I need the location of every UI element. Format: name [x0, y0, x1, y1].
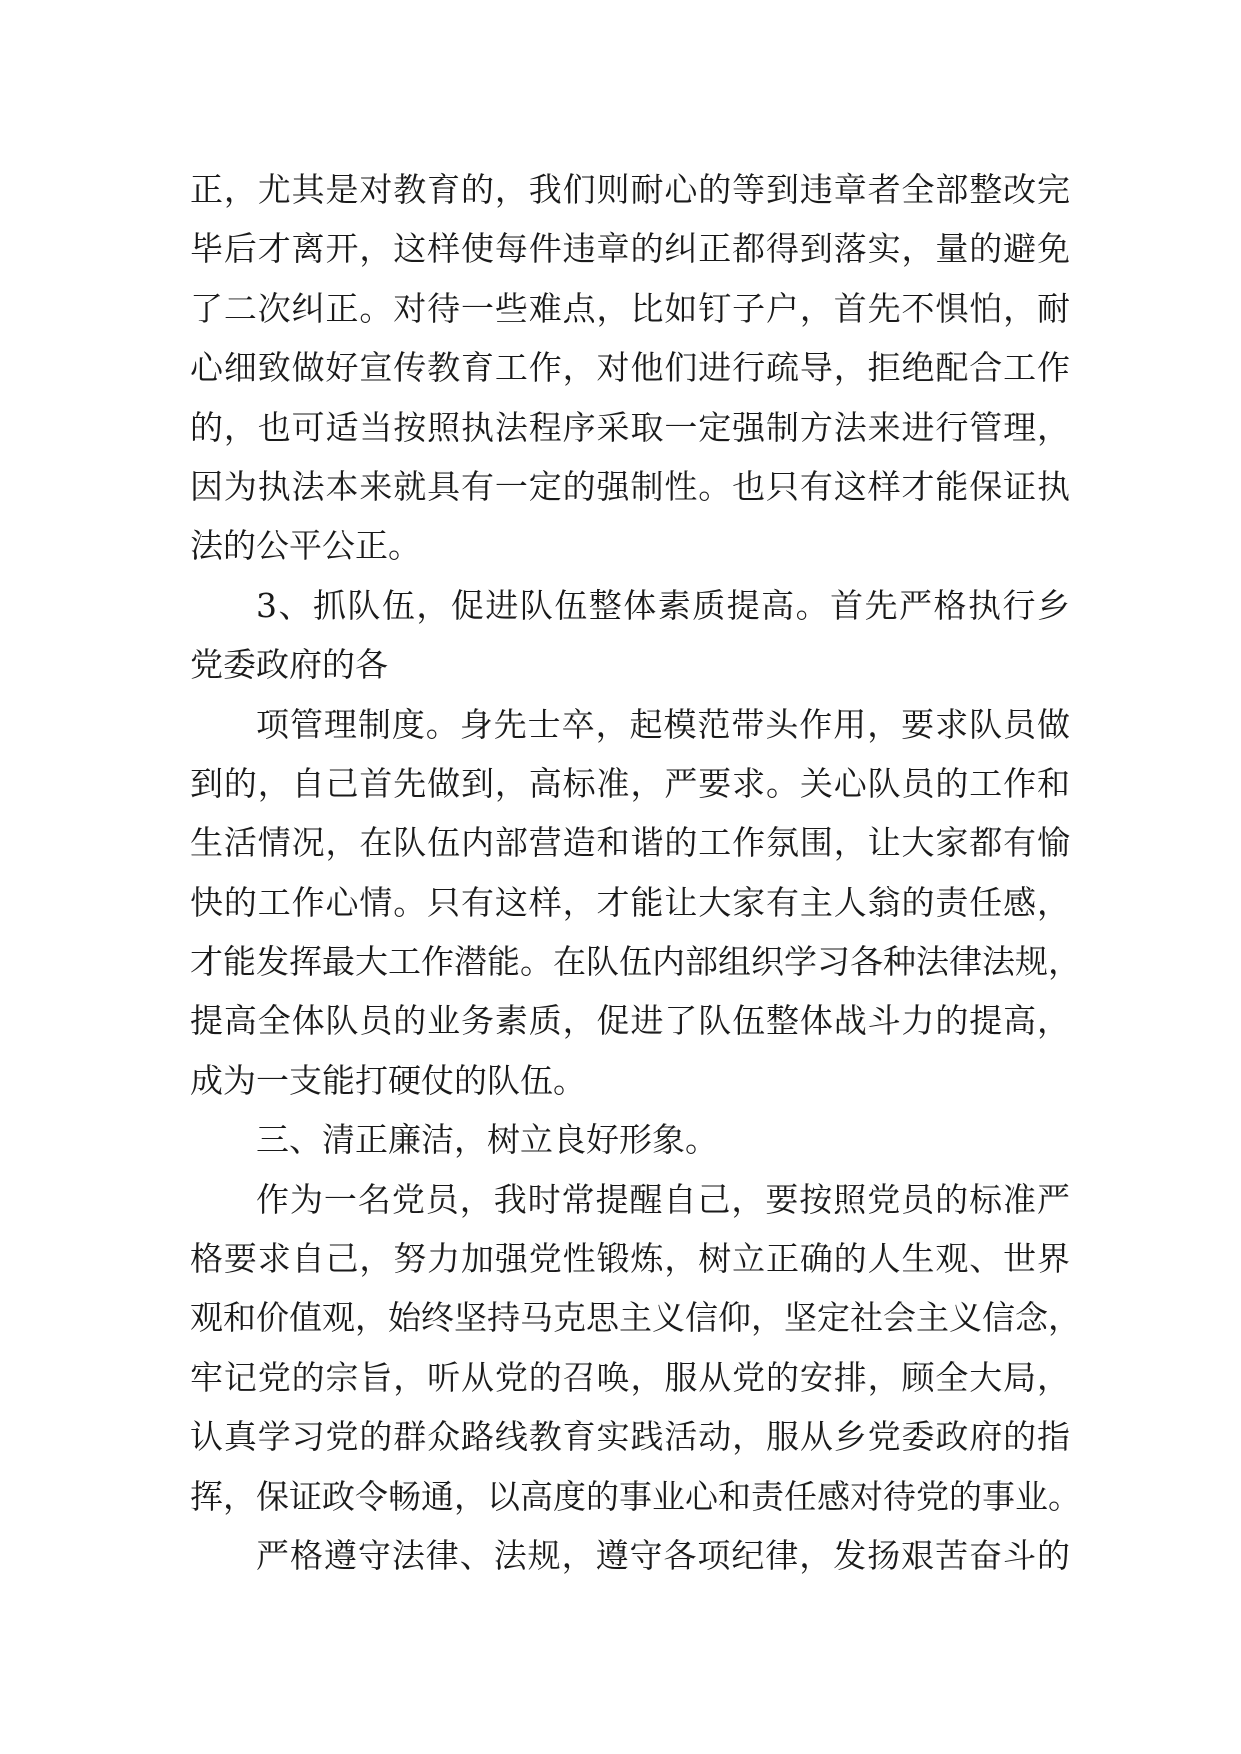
text-line: 严格遵守法律、法规，遵守各项纪律，发扬艰苦奋斗的 — [256, 1535, 1070, 1575]
text-line: 到的，自己首先做到，高标准，严要求。关心队员的工作和 — [190, 763, 1070, 803]
text-line: 法的公平公正。 — [190, 526, 421, 566]
text-line: 认真学习党的群众路线教育实践活动，服从乡党委政府的指 — [190, 1417, 1070, 1457]
text-line: 快的工作心情。只有这样，才能让大家有主人翁的责任感， — [190, 882, 1070, 922]
text-line: 党委政府的各 — [190, 645, 388, 685]
text-line: 提高全体队员的业务素质，促进了队伍整体战斗力的提高， — [190, 1001, 1070, 1041]
text-line: 格要求自己，努力加强党性锻炼，树立正确的人生观、世界 — [190, 1239, 1070, 1279]
text-line: 因为执法本来就具有一定的强制性。也只有这样才能保证执 — [190, 466, 1070, 506]
text-line: 的，也可适当按照执法程序采取一定强制方法来进行管理， — [190, 407, 1070, 447]
text-line: 3、抓队伍，促进队伍整体素质提高。首先严格执行乡 — [256, 585, 1070, 625]
text-line: 毕后才离开，这样使每件违章的纠正都得到落实，量的避免 — [190, 229, 1070, 269]
text-line: 正，尤其是对教育的，我们则耐心的等到违章者全部整改完 — [190, 170, 1070, 209]
text-line: 才能发挥最大工作潜能。在队伍内部组织学习各种法律法规， — [190, 942, 1081, 982]
text-line: 了二次纠正。对待一些难点，比如钉子户，首先不惧怕，耐 — [190, 288, 1070, 328]
text-line: 心细致做好宣传教育工作，对他们进行疏导，拒绝配合工作 — [190, 348, 1070, 388]
text-line: 生活情况，在队伍内部营造和谐的工作氛围，让大家都有愉 — [190, 823, 1070, 863]
text-line: 作为一名党员，我时常提醒自己，要按照党员的标准严 — [256, 1179, 1070, 1219]
text-line: 牢记党的宗旨，听从党的召唤，服从党的安排，顾全大局， — [190, 1357, 1070, 1397]
text-line: 三、清正廉洁，树立良好形象。 — [256, 1120, 718, 1160]
text-line: 观和价值观，始终坚持马克思主义信仰，坚定社会主义信念， — [190, 1298, 1081, 1338]
text-line: 项管理制度。身先士卒，起模范带头作用，要求队员做 — [256, 704, 1070, 744]
text-line: 挥，保证政令畅通，以高度的事业心和责任感对待党的事业。 — [190, 1476, 1081, 1516]
document-body — [190, 160, 1081, 1585]
text-line: 成为一支能打硬仗的队伍。 — [190, 1060, 586, 1100]
